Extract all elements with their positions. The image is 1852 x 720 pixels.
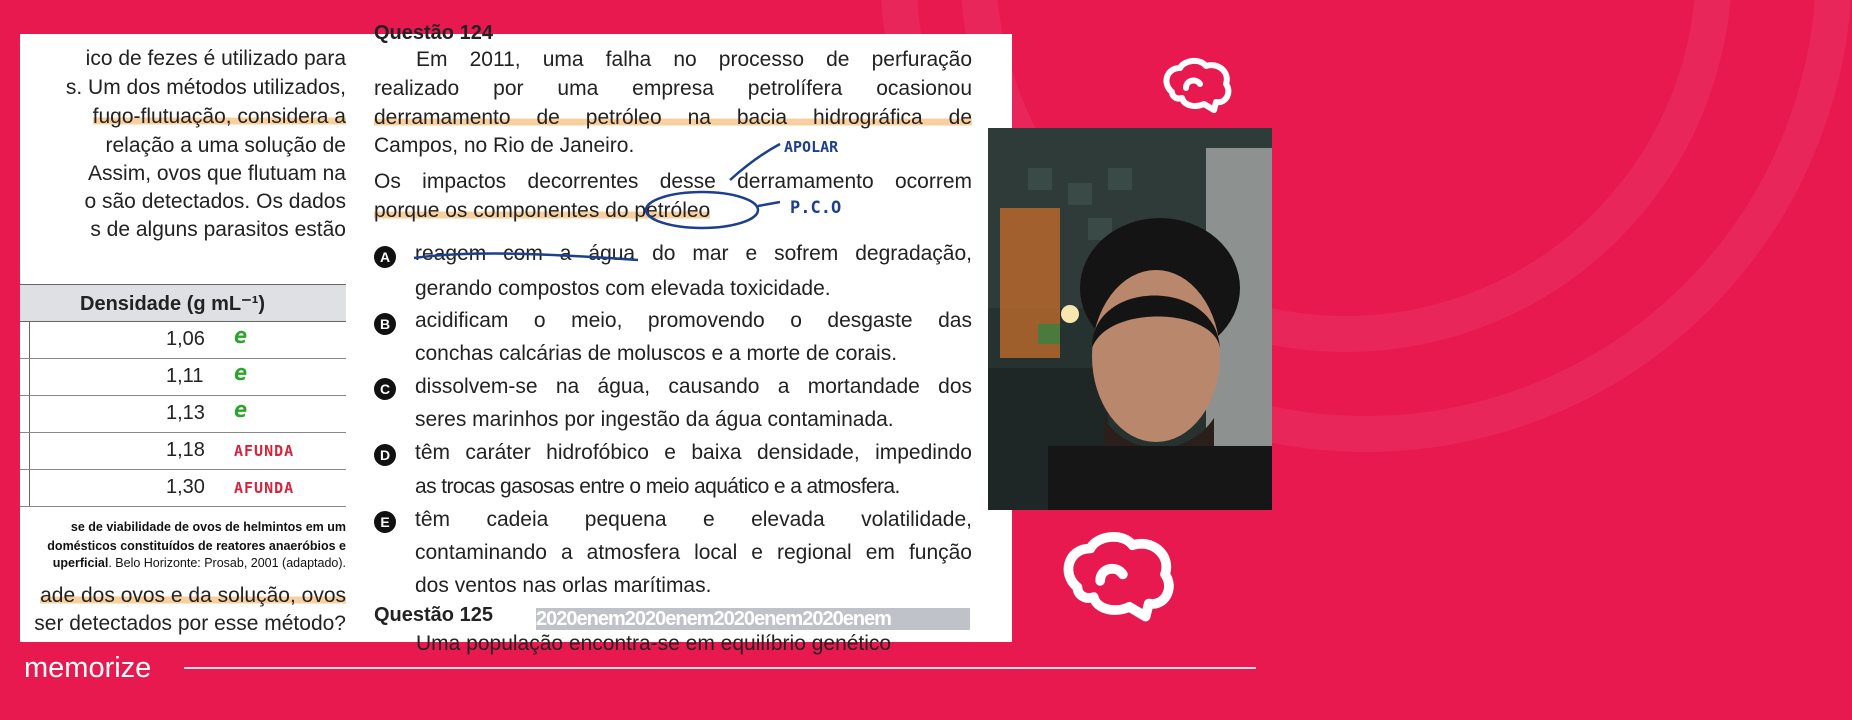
left-text-line: s. Um dos métodos utilizados, xyxy=(65,76,346,99)
table-row xyxy=(20,359,346,396)
option-e-text[interactable]: têm cadeia pequena e elevada volatilidade, xyxy=(415,508,972,531)
left-text-line: s de alguns parasitos estão xyxy=(90,218,346,241)
presenter-video-frame xyxy=(988,128,1272,510)
option-a-text[interactable]: reagem com a água do mar e sofrem degradação, xyxy=(415,242,972,265)
question-stem-line: porque os componentes do petróleo xyxy=(374,199,711,222)
option-e-text: dos ventos nas orlas marítimas. xyxy=(415,574,712,597)
ink-annotations xyxy=(360,34,1012,234)
source-caption: uperficial. Belo Horizonte: Prosab, 2001 (adaptado). xyxy=(52,556,346,570)
density-value: 1,18 xyxy=(166,439,205,461)
left-text-line: ser detectados por esse método? xyxy=(34,612,346,635)
left-text-line: fugo-flutuação, considera a xyxy=(92,105,346,128)
source-caption: se de viabilidade de ovos de helmintos em um xyxy=(70,520,346,534)
left-text-line: o são detectados. Os dados xyxy=(84,190,346,213)
exam-page-right xyxy=(360,22,1012,655)
ink-apolar-note: APOLAR xyxy=(784,138,839,156)
ink-afunda-note: AFUNDA xyxy=(234,442,295,460)
density-table xyxy=(20,284,346,507)
option-d-text[interactable]: têm caráter hidrofóbico e baixa densidade, impedindo xyxy=(415,441,972,464)
webcam-video xyxy=(988,128,1272,510)
table-header xyxy=(20,284,346,322)
density-value: 1,30 xyxy=(166,476,205,498)
question-stem-line: Em 2011, uma falha no processo de perfuração xyxy=(416,48,972,71)
question-stem-line: derramamento de petróleo na bacia hidrográfica de xyxy=(374,106,972,129)
ink-afunda-note: AFUNDA xyxy=(234,479,295,497)
ink-pco-note: P.C.O xyxy=(790,198,842,218)
option-c-badge[interactable]: C xyxy=(374,378,396,400)
brain-logo-icon xyxy=(1160,58,1234,112)
next-question-title: Questão 125 xyxy=(374,604,493,626)
exam-page-left xyxy=(20,34,360,642)
left-text-line: Assim, ovos que flutuam na xyxy=(88,162,346,185)
brain-logo-large-icon xyxy=(1058,528,1178,624)
density-value: 1,11 xyxy=(166,365,204,387)
table-row xyxy=(20,433,346,470)
left-text-line: ico de fezes é utilizado para xyxy=(85,47,346,70)
enem-banner: 2020enem2020enem2020enem2020enem xyxy=(536,608,970,630)
question-stem-line: Os impactos decorrentes desse derramamento ocorrem xyxy=(374,170,972,193)
left-text-line: ade dos ovos e da solução, ovos xyxy=(40,584,346,607)
next-question-cut: Uma população encontra-se em equilíbrio genético xyxy=(416,632,892,655)
source-caption: domésticos constituídos de reatores anaeróbios e xyxy=(47,539,346,553)
question-stem-line: Campos, no Rio de Janeiro. xyxy=(374,134,635,157)
ink-check-mark: e xyxy=(234,324,249,349)
option-b-text[interactable]: acidificam o meio, promovendo o desgaste das xyxy=(415,309,972,332)
table-row xyxy=(20,322,346,359)
option-b-badge[interactable]: B xyxy=(374,313,396,335)
table-row xyxy=(20,396,346,433)
option-a-badge[interactable]: A xyxy=(374,246,396,268)
ink-check-mark: e xyxy=(234,361,249,386)
brand-logo-text: memorize xyxy=(24,652,152,684)
left-text-line: relação a uma solução de xyxy=(105,134,346,157)
option-e-text: contaminando a atmosfera local e regional em função xyxy=(415,541,972,564)
ink-strikethrough xyxy=(412,248,642,268)
option-d-badge[interactable]: D xyxy=(374,444,396,466)
option-e-badge[interactable]: E xyxy=(374,511,396,533)
option-d-text: as trocas gasosas entre o meio aquático e a atmosfera. xyxy=(415,475,900,498)
question-title-cut: Questão 124 xyxy=(374,22,493,44)
option-b-text: conchas calcárias de moluscos e a morte de corais. xyxy=(415,342,898,365)
option-c-text[interactable]: dissolvem-se na água, causando a mortandade dos xyxy=(415,375,972,398)
table-header-label: Densidade (g mL⁻¹) xyxy=(80,293,266,315)
ink-check-mark: e xyxy=(234,398,249,423)
density-value: 1,06 xyxy=(166,328,205,350)
option-a-text: gerando compostos com elevada toxicidade. xyxy=(415,277,831,300)
option-c-text: seres marinhos por ingestão da água contaminada. xyxy=(415,408,894,431)
density-value: 1,13 xyxy=(166,402,205,424)
question-stem-line: realizado por uma empresa petrolífera ocasionou xyxy=(374,77,972,100)
footer-divider xyxy=(184,667,1256,669)
table-row xyxy=(20,470,346,507)
